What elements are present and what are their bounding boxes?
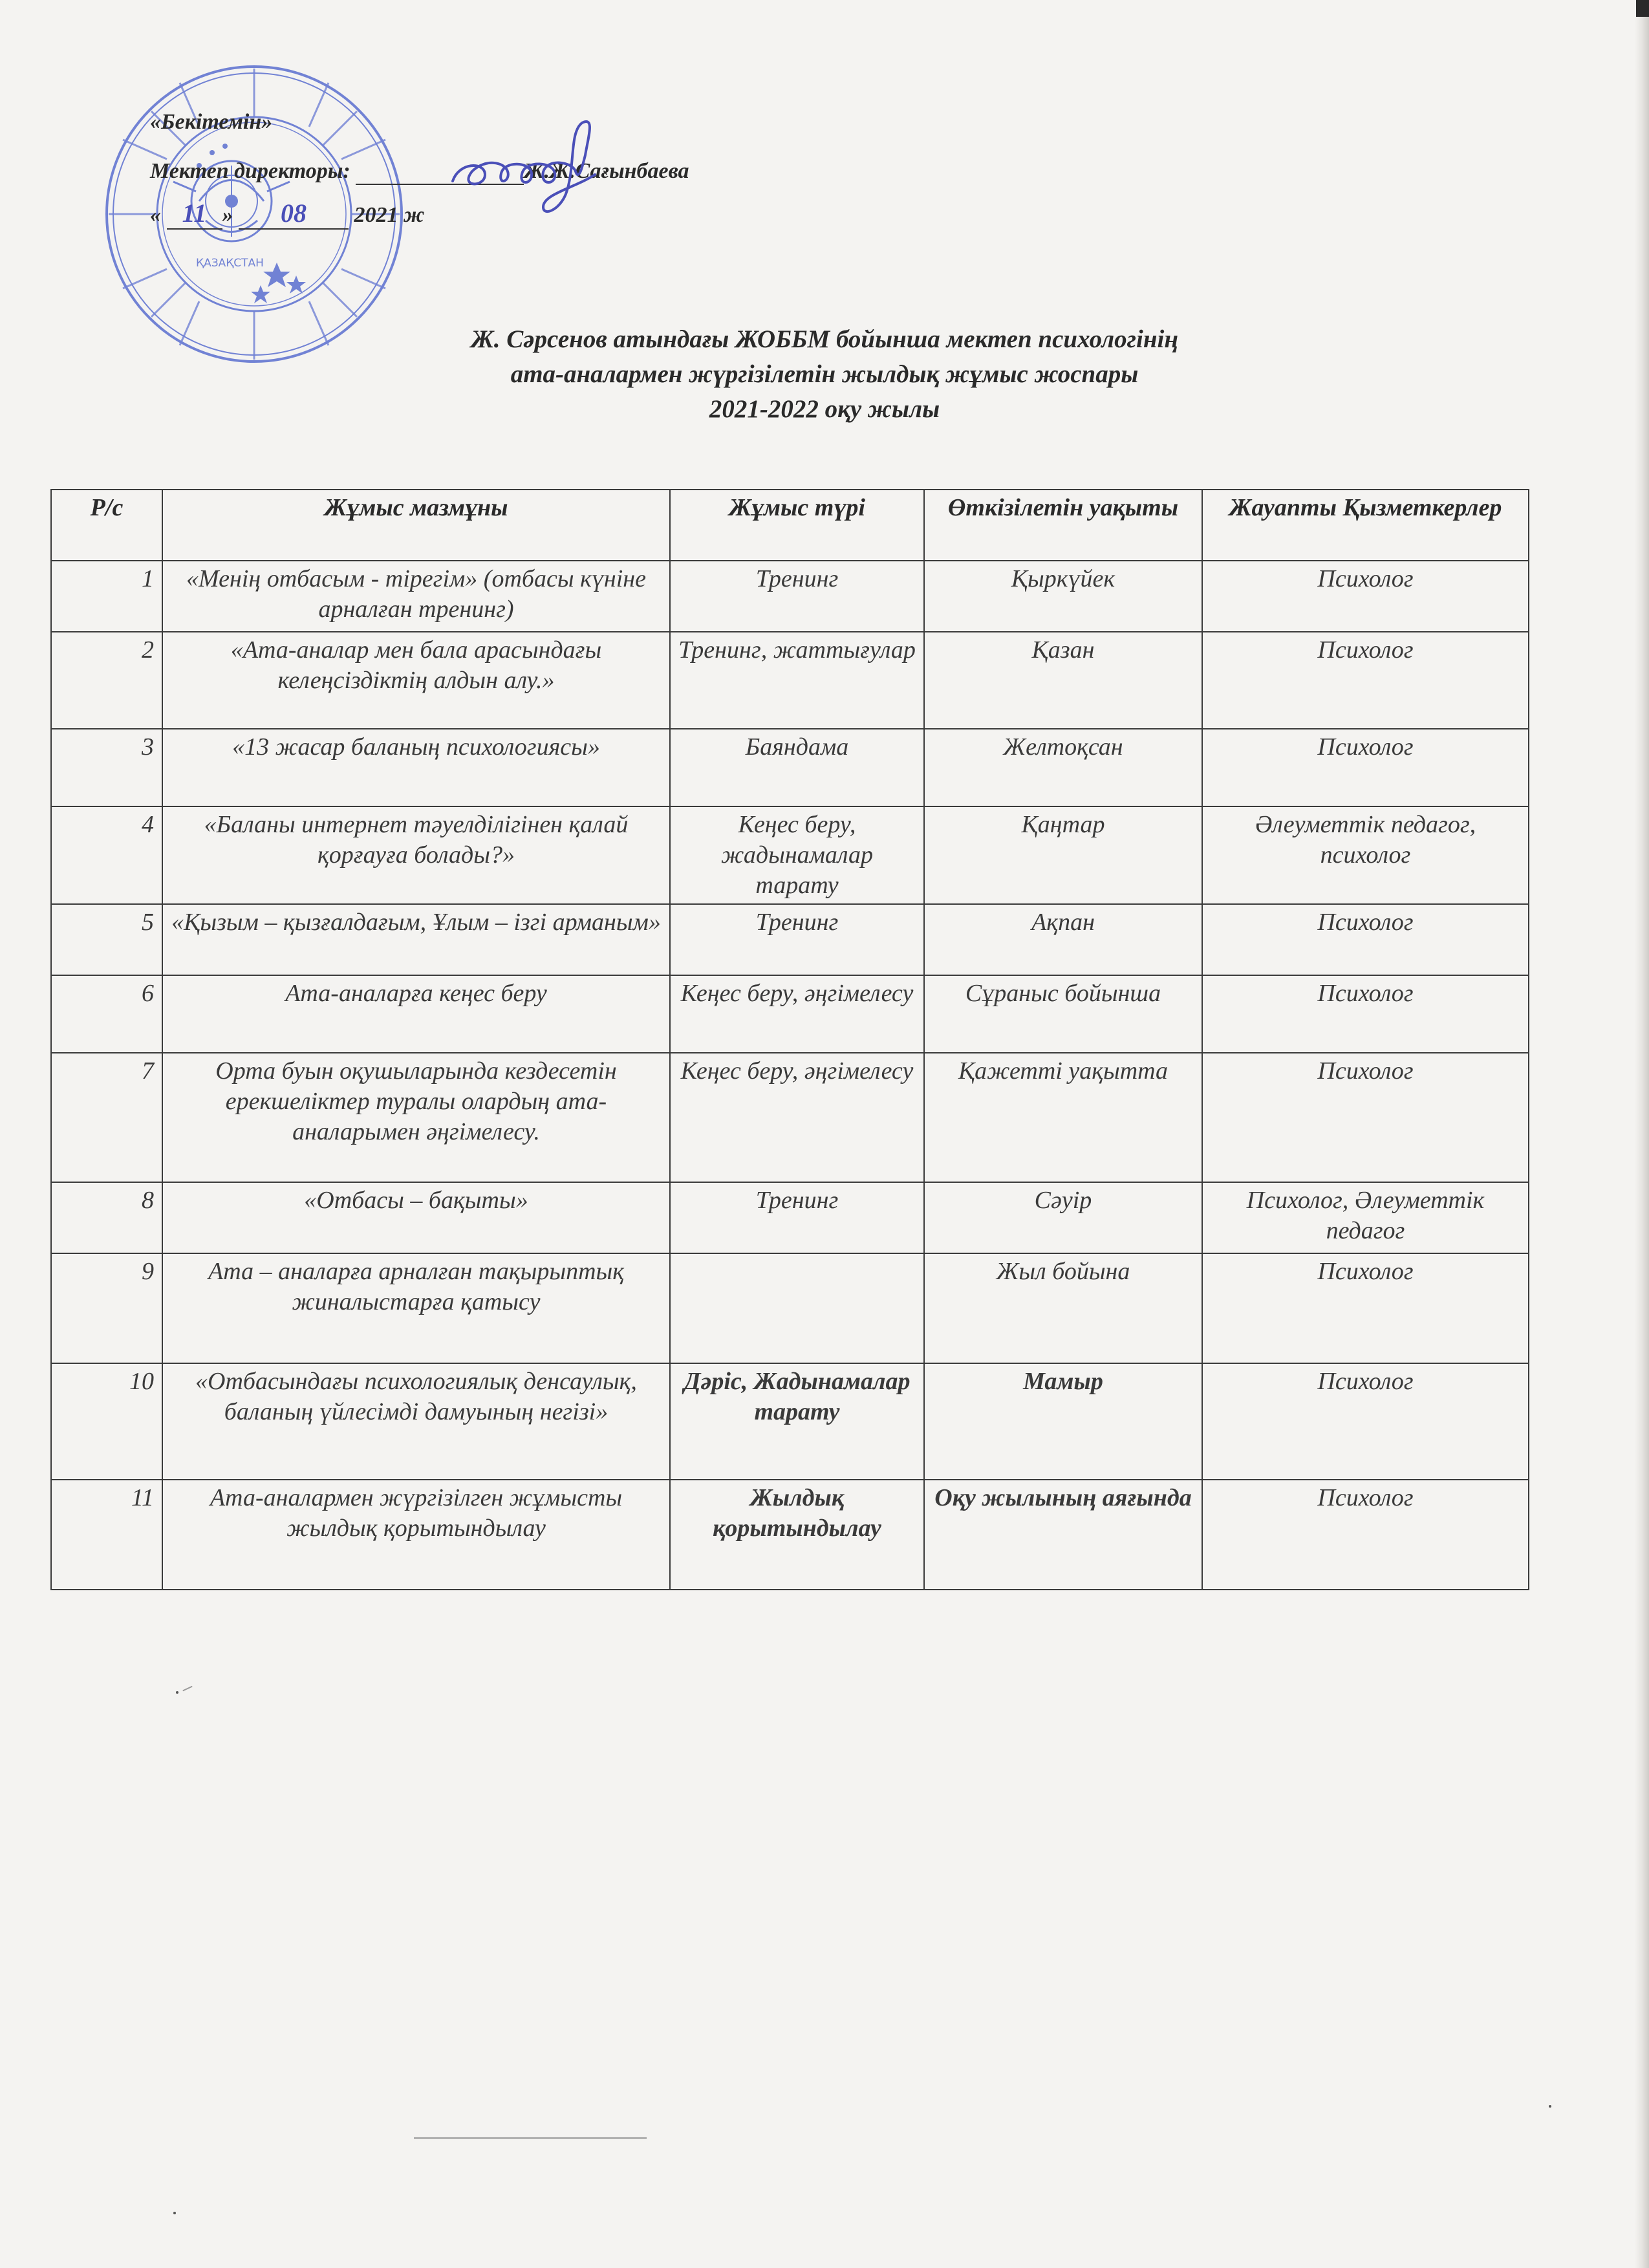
row-number: 10 bbox=[51, 1363, 162, 1480]
row-responsible: Психолог bbox=[1202, 1053, 1529, 1182]
date-open-quote: « bbox=[150, 203, 161, 227]
approved-label: «Бекітемін» bbox=[150, 110, 273, 134]
row-responsible: Әлеуметтік педагог, психолог bbox=[1202, 806, 1529, 904]
row-responsible: Психолог bbox=[1202, 1253, 1529, 1363]
row-responsible: Психолог bbox=[1202, 632, 1529, 729]
row-responsible: Психолог bbox=[1202, 1363, 1529, 1480]
row-number: 9 bbox=[51, 1253, 162, 1363]
row-type: Кеңес беру, жадынамалар тарату bbox=[670, 806, 924, 904]
row-number: 3 bbox=[51, 729, 162, 806]
row-time: Қыркүйек bbox=[924, 561, 1202, 632]
date-month: 08 bbox=[239, 198, 349, 230]
director-label: Мектеп директоры: bbox=[150, 159, 350, 183]
header-responsible: Жауапты Қызметкерлер bbox=[1202, 490, 1529, 561]
row-time: Қазан bbox=[924, 632, 1202, 729]
row-responsible: Психолог, Әлеуметтік педагог bbox=[1202, 1182, 1529, 1253]
row-number: 5 bbox=[51, 904, 162, 975]
row-number: 11 bbox=[51, 1480, 162, 1590]
table-row bbox=[51, 729, 1529, 806]
row-number: 4 bbox=[51, 806, 162, 904]
row-content: «Қызым – қызғалдағым, Ұлым – ізгі арманым» bbox=[162, 904, 670, 975]
table-row bbox=[51, 1480, 1529, 1590]
table-row bbox=[51, 975, 1529, 1053]
row-number: 6 bbox=[51, 975, 162, 1053]
row-type: Тренинг bbox=[670, 561, 924, 632]
row-type: Кеңес беру, әңгімелесу bbox=[670, 1053, 924, 1182]
corner-mark bbox=[1636, 0, 1649, 17]
scan-dot bbox=[1549, 2105, 1551, 2108]
scan-mark bbox=[414, 2137, 647, 2139]
director-name: Ж.Ж.Сағынбаева bbox=[524, 159, 689, 183]
document-title-line3: 2021-2022 оқу жылы bbox=[709, 395, 940, 423]
row-time: Мамыр bbox=[924, 1363, 1202, 1480]
row-responsible: Психолог bbox=[1202, 1480, 1529, 1590]
row-number: 2 bbox=[51, 632, 162, 729]
row-type: Тренинг bbox=[670, 904, 924, 975]
row-type: Дәріс, Жадынамалар тарату bbox=[670, 1363, 924, 1480]
table-row bbox=[51, 1363, 1529, 1480]
row-time: Сұраныс бойынша bbox=[924, 975, 1202, 1053]
row-content: «Отбасындағы психологиялық денсаулық, баланың үйлесімді дамуының негізі» bbox=[162, 1363, 670, 1480]
row-time: Ақпан bbox=[924, 904, 1202, 975]
table-header-row bbox=[51, 490, 1529, 561]
table-row bbox=[51, 1182, 1529, 1253]
row-content: «Отбасы – бақыты» bbox=[162, 1182, 670, 1253]
row-content: «Баланы интернет тәуелділігінен қалай қорғауға болады?» bbox=[162, 806, 670, 904]
row-type: Баяндама bbox=[670, 729, 924, 806]
table-row bbox=[51, 904, 1529, 975]
row-type: Тренинг, жаттығулар bbox=[670, 632, 924, 729]
row-number: 7 bbox=[51, 1053, 162, 1182]
row-time: Қаңтар bbox=[924, 806, 1202, 904]
row-content: Орта буын оқушыларында кездесетін ерекшеліктер туралы олардың ата-аналарымен әңгімелесу. bbox=[162, 1053, 670, 1182]
work-plan-table bbox=[50, 489, 1529, 1590]
row-time: Оқу жылының аяғында bbox=[924, 1480, 1202, 1590]
row-type: Жылдық қорытындылау bbox=[670, 1480, 924, 1590]
date-year: 2021 ж bbox=[354, 203, 425, 227]
row-responsible: Психолог bbox=[1202, 904, 1529, 975]
row-type bbox=[670, 1253, 924, 1363]
table-row bbox=[51, 561, 1529, 632]
row-content: «Менің отбасым - тірегім» (отбасы күніне арналған тренинг) bbox=[162, 561, 670, 632]
row-time: Жыл бойына bbox=[924, 1253, 1202, 1363]
header-number: Р/с bbox=[51, 490, 162, 561]
row-type: Тренинг bbox=[670, 1182, 924, 1253]
date-day: 11 bbox=[167, 198, 222, 230]
table-row bbox=[51, 1253, 1529, 1363]
approval-date bbox=[150, 198, 424, 230]
svg-text:ҚАЗАҚСТАН: ҚАЗАҚСТАН bbox=[196, 257, 264, 270]
document-title-line2: ата-аналармен жүргізілетін жылдық жұмыс жоспары bbox=[510, 360, 1139, 388]
table-row bbox=[51, 1053, 1529, 1182]
row-responsible: Психолог bbox=[1202, 729, 1529, 806]
row-content: «13 жасар баланың психологиясы» bbox=[162, 729, 670, 806]
scan-dot bbox=[173, 2212, 176, 2214]
signature-icon bbox=[446, 97, 640, 226]
row-content: Ата – аналарға арналған тақырыптық жиналыстарға қатысу bbox=[162, 1253, 670, 1363]
date-close-quote: » bbox=[222, 203, 233, 227]
header-time: Өткізілетін уақыты bbox=[924, 490, 1202, 561]
row-time: Сәуір bbox=[924, 1182, 1202, 1253]
row-content: «Ата-аналар мен бала арасындағы келеңсіздіктің алдын алу.» bbox=[162, 632, 670, 729]
row-number: 8 bbox=[51, 1182, 162, 1253]
row-responsible: Психолог bbox=[1202, 561, 1529, 632]
scan-dot bbox=[176, 1691, 178, 1694]
table-row bbox=[51, 632, 1529, 729]
table-row bbox=[51, 806, 1529, 904]
header-type: Жұмыс түрі bbox=[670, 490, 924, 561]
scan-mark bbox=[182, 1686, 192, 1692]
row-time: Қажетті уақытта bbox=[924, 1053, 1202, 1182]
row-type: Кеңес беру, әңгімелесу bbox=[670, 975, 924, 1053]
row-responsible: Психолог bbox=[1202, 975, 1529, 1053]
row-content: Ата-аналарға кеңес беру bbox=[162, 975, 670, 1053]
document-title-line1: Ж. Сәрсенов атындағы ЖОББМ бойынша мектеп психологінің bbox=[470, 325, 1179, 353]
row-time: Желтоқсан bbox=[924, 729, 1202, 806]
row-number: 1 bbox=[51, 561, 162, 632]
row-content: Ата-аналармен жүргізілген жұмысты жылдық қорытындылау bbox=[162, 1480, 670, 1590]
header-content: Жұмыс мазмұны bbox=[162, 490, 670, 561]
